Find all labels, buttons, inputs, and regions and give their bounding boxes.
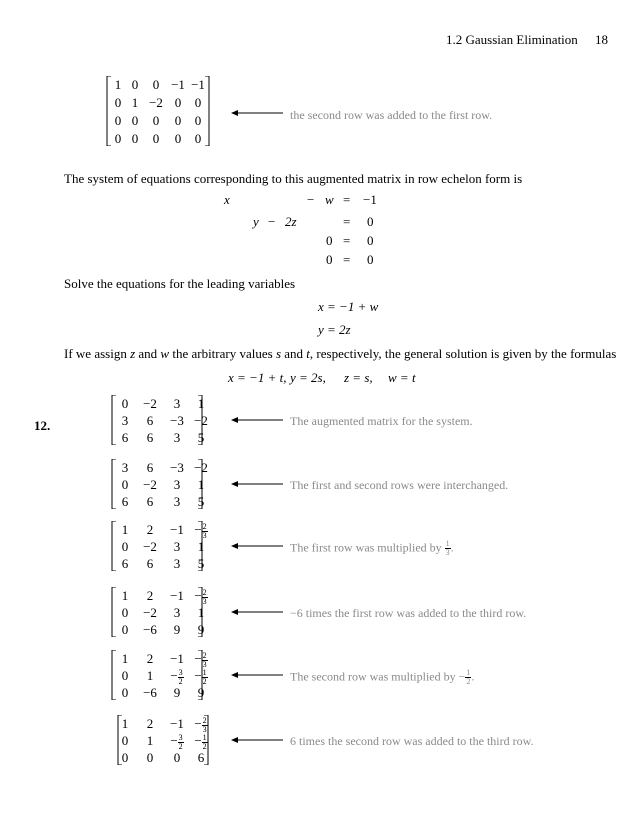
matrix-cell: 5 <box>197 430 205 445</box>
step-matrix <box>117 715 209 765</box>
matrix-cell: −1 <box>171 77 185 92</box>
matrix-cell: 3 <box>173 605 181 620</box>
arrow-left-icon <box>231 670 283 680</box>
arrow-left-icon <box>231 108 283 118</box>
matrix-cell: 0 <box>121 539 129 554</box>
matrix-cell: 0 <box>114 113 122 128</box>
matrix-cell: 0 <box>131 77 139 92</box>
note-text: The second row was multiplied by <box>290 669 456 684</box>
eq-lhs: 0 <box>326 233 333 248</box>
matrix-cell: 2 <box>146 651 154 666</box>
text: and <box>138 346 158 361</box>
matrix-cell: 3 <box>173 539 181 554</box>
eq-var: 2z <box>285 214 297 229</box>
eq-var: x <box>224 192 230 207</box>
matrix-cell: −3 <box>170 460 184 475</box>
matrix-cell: 3 <box>173 556 181 571</box>
arrow-left-icon <box>231 735 283 745</box>
solution-z: z = s, <box>344 370 373 385</box>
matrix-cell: −3 <box>170 413 184 428</box>
matrix-cell: − $\frac{2}{3}$ <box>194 587 207 606</box>
matrix-cell: 0 <box>121 750 129 765</box>
matrix-cell: 0 <box>121 668 129 683</box>
matrix-cell: −2 <box>143 396 157 411</box>
matrix-cell: −2 <box>143 539 157 554</box>
matrix-cell: 0 <box>114 95 122 110</box>
eq-var: y <box>253 214 259 229</box>
paragraph <box>64 346 616 362</box>
matrix-cell: 0 <box>194 131 202 146</box>
matrix-cell: 0 <box>174 131 182 146</box>
matrix-cell: 5 <box>197 556 205 571</box>
paragraph: Solve the equations for the leading variables <box>64 276 296 291</box>
arrow-left-icon <box>231 607 283 617</box>
matrix-cell: − $\frac{1}{2}$ <box>194 667 207 686</box>
matrix-cell: 9 <box>197 685 205 700</box>
matrix-cell: −1 <box>170 522 184 537</box>
problem-number: 12. <box>34 418 51 433</box>
matrix-cell: 9 <box>197 622 205 637</box>
matrix-cell: 1 <box>121 716 129 731</box>
eq-op: = <box>343 233 351 248</box>
matrix-cell: 0 <box>121 605 129 620</box>
matrix-cell: 3 <box>173 430 181 445</box>
matrix-cell: − $\frac{3}{2}$ <box>170 732 183 751</box>
fraction-denominator: 3 <box>445 548 450 557</box>
matrix-cell: 1 <box>146 668 154 683</box>
matrix-cell: 6 <box>146 430 154 445</box>
eq-rhs: 0 <box>367 233 374 248</box>
matrix-cell: − $\frac{2}{3}$ <box>194 715 207 734</box>
matrix-cell: 1 <box>121 651 129 666</box>
matrix-cell: 0 <box>131 113 139 128</box>
matrix-cell: 3 <box>173 477 181 492</box>
matrix-cell: − $\frac{1}{2}$ <box>194 732 207 751</box>
matrix-cell: − $\frac{3}{2}$ <box>170 667 183 686</box>
matrix-cell: − $\frac{2}{3}$ <box>194 521 207 540</box>
var: z <box>130 346 136 361</box>
matrix-cell: 6 <box>146 494 154 509</box>
matrix-cell: −6 <box>143 685 157 700</box>
matrix-cell: 6 <box>121 494 129 509</box>
matrix-cell: 1 <box>197 605 205 620</box>
note-text: The first row was multiplied by <box>290 540 442 555</box>
matrix-cell: 1 <box>197 477 205 492</box>
matrix-cell: 3 <box>173 396 181 411</box>
matrix-cell: 1 <box>121 522 129 537</box>
matrix-cell: 0 <box>121 685 129 700</box>
eq-rhs: 0 <box>367 252 374 267</box>
eq-op: − <box>268 214 276 229</box>
matrix-cell: 6 <box>121 430 129 445</box>
matrix-cell: 0 <box>131 131 139 146</box>
text: If we assign <box>64 346 127 361</box>
matrix-cell: 3 <box>173 494 181 509</box>
matrix-cell: 5 <box>197 494 205 509</box>
eq-op: = <box>343 214 351 229</box>
matrix-cell: 0 <box>174 95 182 110</box>
arrow-left-icon <box>231 541 283 551</box>
matrix-cell: 1 <box>121 588 129 603</box>
paragraph: The system of equations corresponding to this augmented matrix in row echelon form is <box>64 171 523 186</box>
matrix-cell: 9 <box>173 685 181 700</box>
solution-x: x = −1 + t, <box>228 370 287 385</box>
arrow-left-icon <box>231 479 283 489</box>
step-matrix <box>111 459 208 509</box>
fraction-numerator: 1 <box>466 668 471 677</box>
matrix-cell: 6 <box>146 460 154 475</box>
eq-rhs: −1 <box>363 192 377 207</box>
page-number: 18 <box>595 32 608 47</box>
eq-var: w <box>325 192 334 207</box>
text: and <box>284 346 304 361</box>
eq-op: = <box>343 252 351 267</box>
matrix-cell: 0 <box>114 131 122 146</box>
note-sign: − <box>458 669 466 684</box>
matrix-cell: 2 <box>146 522 154 537</box>
solution-y: y = 2s, <box>290 370 326 385</box>
fraction-denominator: 2 <box>466 677 471 686</box>
step-note: The augmented matrix for the system. <box>290 414 473 428</box>
arrow-left-icon <box>231 415 283 425</box>
step-note: −6 times the first row was added to the third row. <box>290 606 527 620</box>
leading-eq-y: y = 2z <box>318 322 351 337</box>
matrix-cell: 0 <box>194 95 202 110</box>
matrix-cell: 1 <box>146 733 154 748</box>
eq-op: − <box>307 192 315 207</box>
matrix-cell: 0 <box>173 750 181 765</box>
var: s <box>275 346 281 361</box>
note-text: . <box>471 669 475 684</box>
matrix-cell: −2 <box>194 460 208 475</box>
step-note: 6 times the second row was added to the third row. <box>290 734 534 748</box>
matrix-cell: 2 <box>146 716 154 731</box>
leading-eq-x: x = −1 + w <box>318 299 379 314</box>
matrix-cell: 0 <box>174 113 182 128</box>
matrix-cell: 0 <box>152 131 160 146</box>
matrix-cell: 0 <box>152 77 160 92</box>
intro-note: the second row was added to the first row. <box>290 108 493 122</box>
matrix-cell: 6 <box>146 556 154 571</box>
matrix-cell: 0 <box>146 750 154 765</box>
step-note <box>290 669 474 686</box>
note-text: . <box>450 540 454 555</box>
matrix-cell: 1 <box>131 95 139 110</box>
matrix-cell: −1 <box>170 651 184 666</box>
solution-w: w = t <box>388 370 416 385</box>
matrix-cell: 9 <box>173 622 181 637</box>
matrix-cell: 3 <box>121 460 129 475</box>
step-note <box>290 540 454 557</box>
matrix-cell: −2 <box>143 605 157 620</box>
section-title: 1.2 Gaussian Elimination <box>446 32 578 47</box>
matrix-cell: 0 <box>121 733 129 748</box>
matrix-cell: −1 <box>170 588 184 603</box>
fraction-numerator: 1 <box>445 539 450 548</box>
matrix-cell: −2 <box>149 95 163 110</box>
matrix-cell: 0 <box>121 477 129 492</box>
matrix-cell: 6 <box>121 556 129 571</box>
var: t <box>306 346 310 361</box>
matrix-cell: 1 <box>197 396 205 411</box>
matrix-cell: 0 <box>194 113 202 128</box>
eq-rhs: 0 <box>367 214 374 229</box>
matrix-cell: −2 <box>194 413 208 428</box>
step-note: The first and second rows were interchanged. <box>290 478 509 492</box>
eq-op: = <box>343 192 351 207</box>
matrix-cell: −2 <box>143 477 157 492</box>
matrix-cell: −6 <box>143 622 157 637</box>
matrix-cell: 3 <box>121 413 129 428</box>
matrix-cell: −1 <box>170 716 184 731</box>
matrix-cell: 2 <box>146 588 154 603</box>
intro-matrix <box>106 76 210 146</box>
matrix-cell: 0 <box>121 396 129 411</box>
matrix-cell: 6 <box>146 413 154 428</box>
matrix-cell: 1 <box>197 539 205 554</box>
step-matrix <box>111 521 207 571</box>
matrix-cell: 1 <box>114 77 122 92</box>
matrix-cell: 6 <box>197 750 205 765</box>
step-matrix <box>111 395 208 445</box>
text: the arbitrary values <box>172 346 273 361</box>
matrix-cell: −1 <box>191 77 205 92</box>
var: w <box>160 346 170 361</box>
matrix-cell: 0 <box>152 113 160 128</box>
eq-lhs: 0 <box>326 252 333 267</box>
step-matrix <box>111 650 207 700</box>
text: , respectively, the general solution is given by the formulas <box>309 346 617 361</box>
matrix-cell: − $\frac{2}{3}$ <box>194 650 207 669</box>
step-matrix <box>111 587 207 637</box>
matrix-cell: 0 <box>121 622 129 637</box>
